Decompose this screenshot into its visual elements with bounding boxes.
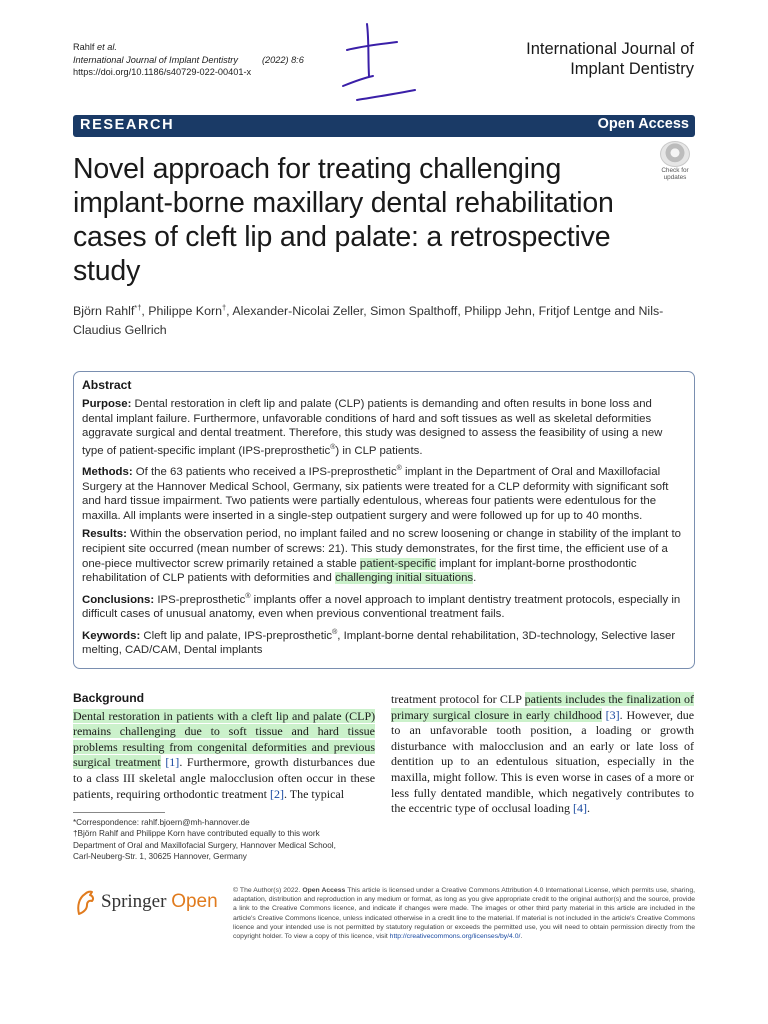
open-access-label: Open Access (597, 116, 689, 132)
highlight (307, 740, 312, 754)
abstract-keywords: Keywords: Cleft lip and palate, IPS-preprosthetic®, Implant-borne dental rehabilitation, 3D-technology, Selective laser melting, CAD/CAM, Dental implants (82, 628, 676, 657)
abstract-purpose: Purpose: Dental restoration in cleft lip and palate (CLP) patients is demanding and often results in bone loss and dental implant failure. Furthermore, unfavorable conditions of hard and soft tissues as well as skeletal deformities aggravate surgical and dental treatment. Therefore, this study was designed to assess the feasibility of using a new type of patient-specific implant (IPS-preprosthetic®) in CLP patients. (82, 398, 663, 457)
meta-year: (2022) 8:6 (261, 54, 304, 65)
background-paragraph-continued: treatment protocol for CLP patients includes the finalization of primary surgical closure in early childhood [3]. However, due to an unfavorable tooth position, a loading or growth disturbance with malocclusion and an early or late loss of dentition up to an edentulous situation, especially in the maxilla, might follow. This is even worse in cases of a more or less fully dentated mandible, which negatively contributes to the eccentric type of occlusal loading [4]. (391, 692, 695, 816)
abstract-conclusions: Conclusions: IPS-preprosthetic® implants offer a novel approach to implant dentistry treatment protocols, especially in difficult cases of unusual anatomy, even when previous conventional treatment fails. (82, 592, 681, 621)
highlight: resulting (122, 739, 165, 754)
highlight: tissue (347, 724, 375, 739)
highlight: (CLP) (345, 708, 376, 723)
footnotes (73, 817, 375, 863)
highlight: closure (474, 707, 510, 722)
highlight: surgical (73, 755, 111, 770)
abstract-results: Results: Within the observation period, no implant failed and no screw loosening or change in stability of the implant to recipient site occurred (mean number of screws: 21). This study demonstrates, for the first time, the efficient use of a one-piece multivector screw primarily retained a stable patient-specific implant for implant-borne prosthodontic rehabilitation of CLP patients with deformities and challenging initial situations. (82, 528, 681, 585)
highlight (339, 724, 348, 738)
highlight (105, 709, 109, 723)
check-for-updates-badge[interactable]: Check for updates (655, 141, 695, 181)
license-text: © The Author(s) 2022. Open Access This article is licensed under a Creative Commons Attribution 4.0 International License, which permits use, sharing, adaptation, distribution and reproduction in any medium or format, as long as you give appropriate credit to the original author(s) and the source, provide a link to the Creative Commons licence, and indicate if changes were made. The images or other third party material in this article are included in the article's Creative Commons licence, unless indicated otherwise in a credit line to the material. If material is not included in the article's Creative Commons licence and your intended use is not permitted by statutory regulation or exceeds the permitted use, you will need to obtain permission directly from the copyright holder. To view a copy of this licence, visit http://creativecommons.org/licenses/by/4.0/. (233, 887, 695, 941)
highlight: patient-specific (359, 557, 436, 570)
highlight: soft (228, 724, 247, 739)
citation-link[interactable]: [2] (269, 786, 284, 801)
article-meta (73, 41, 304, 79)
highlight: palate (312, 708, 342, 723)
highlight (111, 724, 120, 738)
highlight: and (311, 739, 329, 754)
license-link[interactable]: http://creativecommons.org/licenses/by/4.0/ (389, 933, 521, 941)
footnote-rule (73, 812, 165, 813)
highlight: childhood (553, 707, 602, 722)
highlight: with (217, 708, 239, 723)
highlight: treatment (115, 755, 161, 770)
highlight: from (169, 739, 193, 754)
check-for-updates-icon (660, 141, 690, 167)
journal-title: International Journal of Implant Dentistry (526, 40, 694, 78)
springer-horse-icon (73, 888, 97, 916)
highlight: congenital (197, 739, 248, 754)
background-heading: Background (73, 691, 145, 705)
highlight: deformities (252, 739, 307, 754)
highlight: previous (333, 739, 376, 754)
research-header-bar (73, 115, 695, 137)
meta-et-al: et al. (97, 42, 117, 52)
citation-link[interactable]: [4] (572, 801, 587, 816)
abstract-methods: Methods: Of the 63 patients who received a IPS-preprosthetic® implant in the Department of Oral and Maxillofacial Surgery at the Hannover Medical School, Germany, six patients were treated for a CLP deformity with significant soft and hard tissue impairment. Two patients were partially edentulous, whereas four patients were edentulous for the maxilla. All implants were inserted in a single-step outpatient surgery and were followed up for up to 40 months. (82, 465, 669, 522)
highlight: a (242, 708, 248, 723)
equal-contribution-note: †Björn Rahlf and Philippe Korn have contributed equally to this work (73, 829, 320, 839)
highlight (220, 724, 229, 738)
highlight: of (684, 692, 695, 706)
highlight (309, 724, 318, 738)
highlight: in (512, 707, 523, 722)
highlight: cleft (250, 708, 273, 723)
affiliation: Department of Oral and Maxillofacial Surgery, Hannover Medical School, (73, 840, 336, 850)
highlight: and (291, 724, 309, 739)
highlight (202, 724, 211, 738)
highlight: due (184, 724, 202, 739)
highlight: restoration (108, 708, 160, 723)
citation-link[interactable]: [3] (605, 707, 620, 722)
author-list: Björn Rahlf*†, Philippe Korn†, Alexander-Nicolai Zeller, Simon Spalthoff, Philipp Jehn, Fritjof Lentge and Nils-Claudius Gellrich (73, 303, 664, 338)
background-right-column (391, 692, 694, 817)
affiliation-address: Carl-Neuberg-Str. 1, 30625 Hannover, Germany (73, 852, 247, 862)
highlight: to (210, 724, 220, 739)
correspondence[interactable]: *Correspondence: rahlf.bjoern@mh-hannover.de (73, 818, 250, 827)
highlight: includes (565, 692, 606, 706)
highlight: early (526, 707, 551, 722)
highlight: finalization (626, 692, 681, 706)
highlight: the (608, 692, 623, 706)
highlight: and (292, 708, 310, 723)
highlight: tissue (255, 724, 283, 739)
highlight: Dental (73, 708, 105, 723)
background-left-column (73, 691, 375, 802)
highlight: patients (176, 708, 214, 723)
abstract-heading: Abstract (82, 378, 132, 392)
background-paragraph: Dental restoration in patients with a cleft lip and palate (CLP) remains challenging due to soft tissue and hard tissue problems resulting from congenital deformities and previous surgical treatment [1]. Furthermore, growth disturbances due to a class III skeletal angle malocclusion often occur in these patients, requiring orthodontic treatment [2]. The typical (73, 708, 376, 801)
abstract-box (73, 371, 695, 669)
highlight (283, 724, 292, 738)
highlight: in (163, 708, 173, 723)
research-label: RESEARCH (80, 117, 175, 133)
highlight: challenging (119, 724, 176, 739)
meta-authors: Rahlf (73, 42, 98, 52)
highlight: patients (524, 692, 562, 706)
highlight: problems (73, 739, 118, 754)
article-title: Novel approach for treating challenging implant-borne maxillary dental rehabilitation cases of cleft lip and palate: a retrospective study (73, 153, 614, 287)
highlight: hard (317, 724, 339, 739)
highlight: challenging initial situations (335, 572, 474, 585)
handwritten-scribble (335, 18, 425, 108)
highlight: remains (73, 724, 111, 739)
citation-link[interactable]: [1] (165, 755, 180, 770)
highlight: surgical (432, 707, 471, 722)
highlight: primary (391, 707, 429, 722)
meta-journal: International Journal of Implant Dentistry (73, 54, 238, 65)
meta-doi[interactable]: https://doi.org/10.1186/s40729-022-00401-x (73, 67, 252, 78)
highlight: lip (275, 708, 289, 723)
